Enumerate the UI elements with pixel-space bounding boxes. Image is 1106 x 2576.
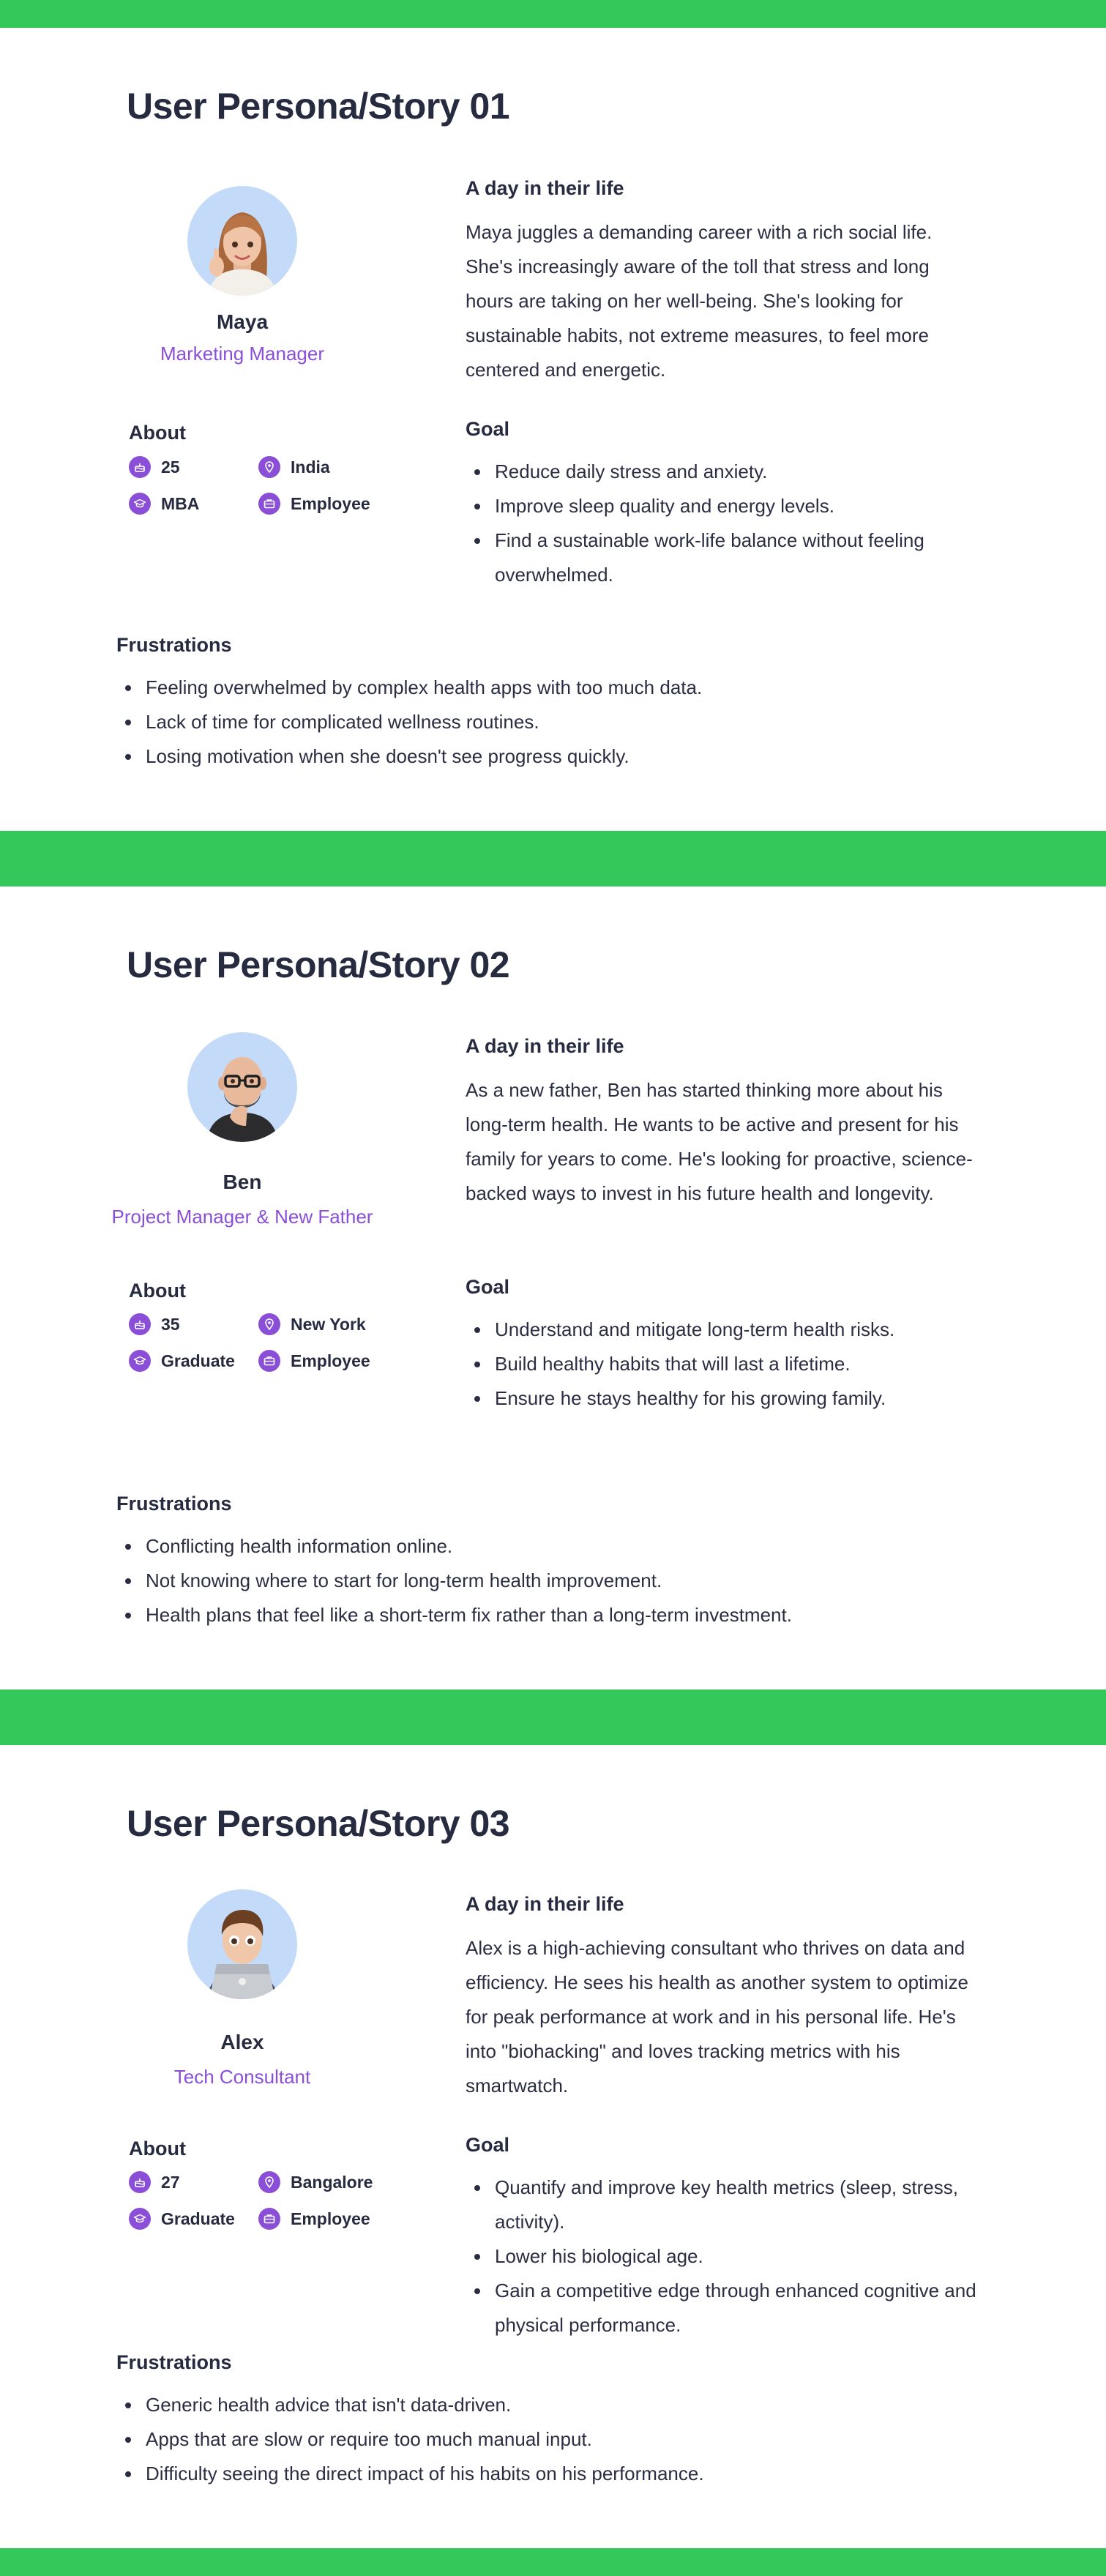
bald-man-glasses-memoji-icon <box>187 1032 297 1142</box>
day-text: As a new father, Ben has started thinking more about his long-term health. He wants to be active and present for his family for years to come. He's looking for proactive, science-backed ways to invest in his future health and longevity. <box>466 1079 973 1204</box>
list-item: Understand and mitigate long-term health risks. <box>466 1313 978 1347</box>
occupation-value: Employee <box>291 1351 370 1370</box>
frustrations-list <box>116 671 980 774</box>
education-value: Graduate <box>161 1351 235 1370</box>
map-pin-icon <box>258 1313 280 1335</box>
age-stat <box>129 2170 180 2195</box>
list-item: Lower his biological age. <box>466 2239 978 2274</box>
cake-icon <box>129 456 151 478</box>
day-heading: A day in their life <box>466 1035 624 1057</box>
woman-memoji-icon <box>187 186 297 296</box>
man-laptop-memoji-icon <box>187 1889 297 1999</box>
goal-heading: Goal <box>466 1276 510 1298</box>
list-item: Feeling overwhelmed by complex health apps with too much data. <box>116 671 980 705</box>
education-stat <box>129 1348 235 1373</box>
occupation-stat <box>258 1348 370 1373</box>
education-stat <box>129 2206 235 2231</box>
list-item: Apps that are slow or require too much manual input. <box>116 2422 980 2457</box>
goal-list <box>466 1313 978 1416</box>
frustrations-heading: Frustrations <box>116 2351 232 2373</box>
about-heading: About <box>129 2138 186 2159</box>
education-stat <box>129 491 199 516</box>
location-stat <box>258 1312 366 1337</box>
persona-title: User Persona/Story 01 <box>127 86 510 127</box>
list-item: Difficulty seeing the direct impact of his habits on his performance. <box>116 2457 980 2491</box>
list-item: Lack of time for complicated wellness routines. <box>116 705 980 739</box>
about-heading: About <box>129 422 186 444</box>
location-stat <box>258 455 330 479</box>
location-value: India <box>291 457 330 477</box>
occupation-value: Employee <box>291 2209 370 2228</box>
list-item: Not knowing where to start for long-term health improvement. <box>116 1564 980 1598</box>
persona-name: Alex <box>220 2031 264 2053</box>
persona-card-3 <box>0 1802 1106 2534</box>
briefcase-icon <box>258 493 280 515</box>
top-band <box>0 0 1106 28</box>
about-heading: About <box>129 1280 186 1302</box>
persona-card-2 <box>0 944 1106 1676</box>
map-pin-icon <box>258 456 280 478</box>
list-item: Build healthy habits that will last a lifetime. <box>466 1347 978 1381</box>
graduation-cap-icon <box>129 1350 151 1372</box>
day-text: Maya juggles a demanding career with a rich social life. She's increasingly aware of the toll that stress and long hours are taking on her well-being. She's looking for sustainable habits, not extreme measures, to feel more centered and energetic. <box>466 221 933 381</box>
goal-list <box>466 455 978 592</box>
list-item: Improve sleep quality and energy levels. <box>466 489 978 523</box>
list-item: Quantify and improve key health metrics (sleep, stress, activity). <box>466 2170 978 2239</box>
day-heading: A day in their life <box>466 177 624 199</box>
age-stat <box>129 1312 180 1337</box>
occupation-stat <box>258 2206 370 2231</box>
day-text: Alex is a high-achieving consultant who thrives on data and efficiency. He sees his health as another system to optimize for peak performance at work and in his personal life. He's into "biohacking" and loves tracking metrics with his smartwatch. <box>466 1937 968 2097</box>
divider-band-1 <box>0 831 1106 886</box>
divider-band-2 <box>0 1690 1106 1745</box>
location-stat <box>258 2170 373 2195</box>
list-item: Reduce daily stress and anxiety. <box>466 455 978 489</box>
persona-role: Tech Consultant <box>173 2066 311 2088</box>
cake-icon <box>129 1313 151 1335</box>
briefcase-icon <box>258 2208 280 2230</box>
list-item: Find a sustainable work-life balance without feeling overwhelmed. <box>466 523 978 592</box>
list-item: Losing motivation when she doesn't see progress quickly. <box>116 739 980 774</box>
map-pin-icon <box>258 2171 280 2193</box>
frustrations-list <box>116 2388 980 2491</box>
location-value: Bangalore <box>291 2172 373 2192</box>
education-value: Graduate <box>161 2209 235 2228</box>
age-value: 27 <box>161 2172 180 2192</box>
education-value: MBA <box>161 493 200 513</box>
occupation-value: Employee <box>291 493 370 513</box>
list-item: Ensure he stays healthy for his growing family. <box>466 1381 978 1416</box>
goal-list <box>466 2170 978 2342</box>
age-value: 25 <box>161 457 180 477</box>
age-value: 35 <box>161 1314 180 1334</box>
persona-name: Maya <box>216 310 269 333</box>
list-item: Generic health advice that isn't data-driven. <box>116 2388 980 2422</box>
bottom-band <box>0 2548 1106 2576</box>
list-item: Health plans that feel like a short-term fix rather than a long-term investment. <box>116 1598 980 1632</box>
occupation-stat <box>258 491 370 516</box>
persona-title: User Persona/Story 03 <box>127 1803 510 1844</box>
persona-card-1 <box>0 85 1106 817</box>
persona-role: Marketing Manager <box>160 343 324 365</box>
location-value: New York <box>291 1314 366 1334</box>
persona-name: Ben <box>223 1171 262 1193</box>
goal-heading: Goal <box>466 418 510 440</box>
persona-title: User Persona/Story 02 <box>127 944 510 985</box>
goal-heading: Goal <box>466 2134 510 2156</box>
day-heading: A day in their life <box>466 1893 624 1915</box>
list-item: Conflicting health information online. <box>116 1529 980 1564</box>
graduation-cap-icon <box>129 493 151 515</box>
frustrations-heading: Frustrations <box>116 1493 232 1515</box>
frustrations-heading: Frustrations <box>116 634 232 656</box>
graduation-cap-icon <box>129 2208 151 2230</box>
age-stat <box>129 455 180 479</box>
persona-role: Project Manager & New Father <box>111 1206 373 1228</box>
cake-icon <box>129 2171 151 2193</box>
briefcase-icon <box>258 1350 280 1372</box>
frustrations-list <box>116 1529 980 1632</box>
list-item: Gain a competitive edge through enhanced cognitive and physical performance. <box>466 2274 978 2342</box>
